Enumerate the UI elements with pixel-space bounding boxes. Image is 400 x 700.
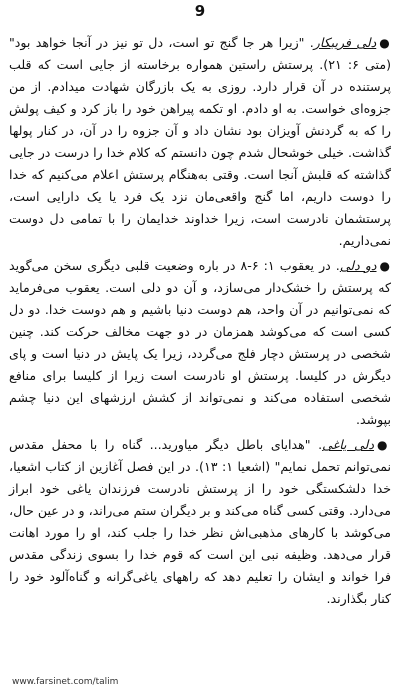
paragraph-text: . "هدایای باطل دیگر میاورید... گناه را با محفل مقدس نمی‌توانم تحمل نمایم" (اشعیا ۱: ۱۳). در این فصل آغازین از کتاب اشعیا، خدا دلشکستگی خود را از پرستش نادرست فرزندان یاغی خود ابراز می‌دارد. وقتی کسی گناه می‌کند و بر دیگران ستم می‌راند، و در عین حال، می‌کوشد با کارهای مذهبی‌اش نظر خدا را جلب کند، او را مورد اهانت قرار می‌دهد. وظیفه نبی این است که قوم خدا را بسوی زندگی مقدس فرا خواند و ایشان را تعلیم دهد که راههای یاغی‌گرانه و گناه‌آلود خود را کنار بگذارند. xyxy=(9,437,391,606)
paragraph-term: دلی فریبکار xyxy=(313,35,377,50)
bullet-icon: ● xyxy=(379,36,392,50)
paragraph-rebellious-heart xyxy=(9,434,391,610)
paragraph-term: دو دلی xyxy=(339,258,377,273)
document-body xyxy=(9,32,391,613)
paragraph-deceitful-heart xyxy=(9,32,391,252)
paragraph-term: دلی یاغی xyxy=(322,437,375,452)
footer-link[interactable]: www.farsinet.com/talim xyxy=(12,677,119,687)
page-number: 9 xyxy=(194,2,206,20)
bullet-icon: ● xyxy=(379,259,392,273)
bullet-icon: ● xyxy=(377,438,392,452)
paragraph-double-minded xyxy=(9,255,391,431)
paragraph-text: . در یعقوب ۱: ۶-۸ در باره وضعیت قلبی دیگری سخن می‌گوید که پرستش را خشک‌دار می‌سازد، و آن دو دلی است. یعقوب می‌فرماید که نمی‌توانیم در آن واحد، هم دوست دنیا باشیم و هم دوست خدا. دو دل کسی است که می‌کوشد همزمان در دو جهت مخالف حرکت کند. چنین شخصی در پرستش دچار فلج می‌گردد، زیرا یک پایش در دنیا است و پای دیگرش در کلیسا. پرستش او نادرست است زیرا از کلیسا برای منافع شخصی استفاده می‌کند و نمی‌تواند از کشش ارزشهای این دنیا چشم بپوشد. xyxy=(9,258,391,427)
paragraph-text: . "زیرا هر جا گنج تو است، دل تو نیز در آنجا خواهد بود" (متی ۶: ۲۱). پرستش راستین همواره برخاسته از جایی است که قلب پرستنده در آن قرار دارد. روزی به یک بازرگان شهادت میدادم. از من جزوه‌ای خواست. به او دادم. او تکمه پیراهن خود را باز کرد و کیف پولش را که به گردنش آویزان بود نشان داد و آن جزوه را در آن، در کنار پولها گذاشت. خیلی خوشحال شدم چون دانستم که کلام خدا را درست در جایی گذاشته که قلبش آنجا است. وقتی به‌هنگام پرستش اعلام می‌کنیم که خدا را دوست داریم، اما گنج واقعی‌مان نزد یک فرد یا یک دارایی است، پرستشمان نادرست است، زیرا خداوند خدایمان را با تمامی دل دوست نمی‌داریم. xyxy=(9,35,391,248)
